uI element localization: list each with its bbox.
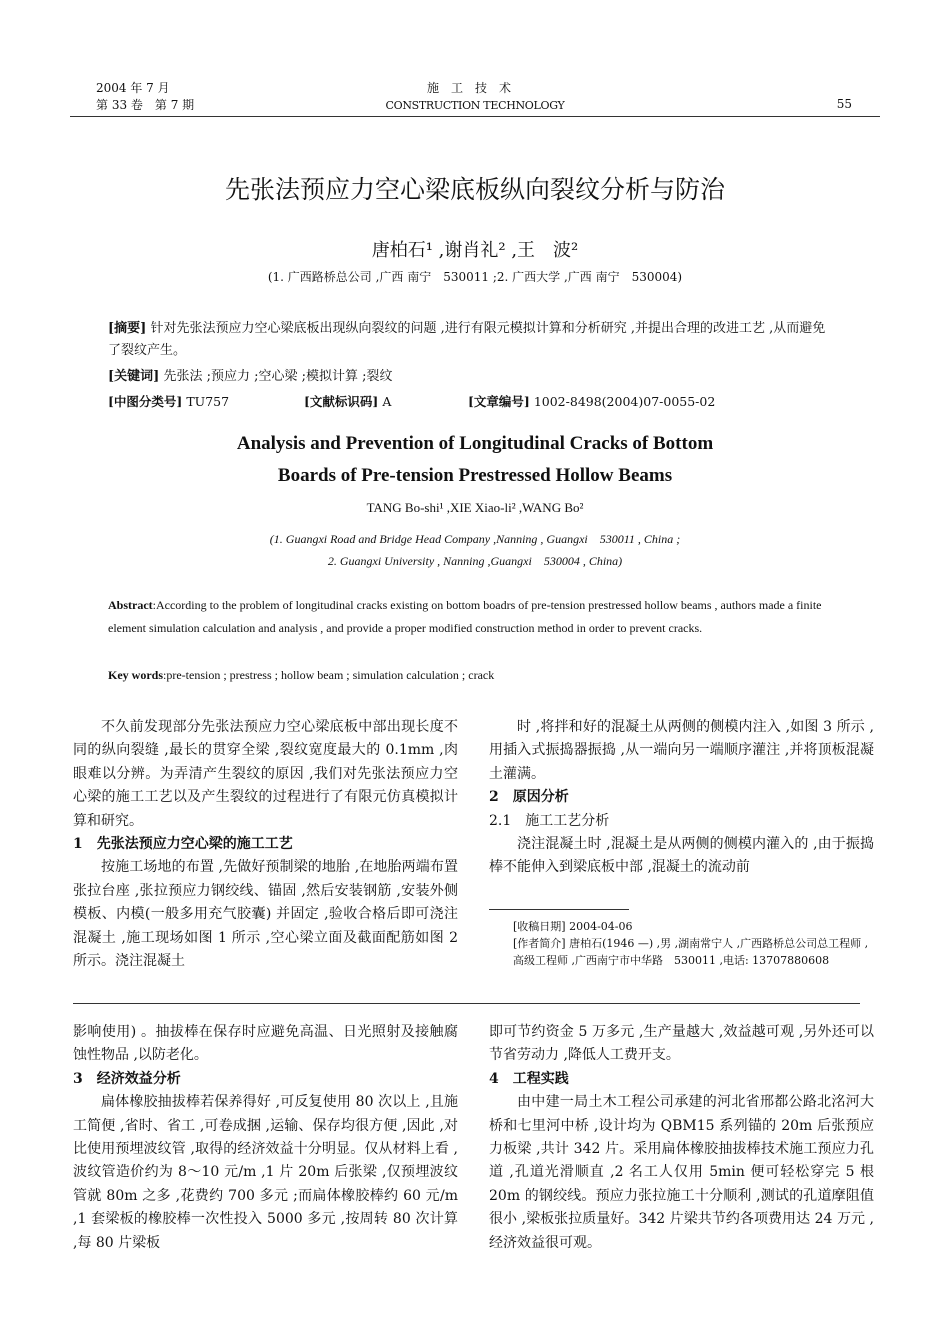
section-heading-4: 4 工程实践 xyxy=(489,1070,569,1087)
paragraph: 由中建一局土木工程公司承建的河北省邢都公路北洺河大桥和七里河中桥 ,设计均为 QBM15 系列锚的 20m 后张预应力板梁 ,共计 342 片。采用扁体橡胶抽拔棒技术施工预应力孔道 ,孔道光滑顺直 ,2 名工人仅用 5min 便可轻松穿完 5 根 20m 的钢绞线。预应力张拉施工十分顺利 ,测试的孔道摩阻值很小 ,梁板张拉质量好。342 片梁共节约各项费用达 24 万元 ,经济效益很可观。 xyxy=(489,1094,874,1251)
title-cn: 先张法预应力空心梁底板纵向裂纹分析与防治 xyxy=(224,175,725,204)
affiliation-en xyxy=(0,528,950,572)
paragraph: 不久前发现部分先张法预应力空心梁底板中部出现长度不同的纵向裂缝 ,最长的贯穿全梁 ,裂纹宽度最大的 0.1mm ,肉眼难以分辨。为弄清产生裂纹的原因 ,我们对先张法预应力空心梁的施工工艺以及产生裂纹的过程进行了有限元仿真模拟计算和研究。 xyxy=(73,719,458,829)
abstract-en-label: Abstract xyxy=(108,598,153,612)
keywords-cn-label: [关键词] xyxy=(108,369,160,384)
page-split-rule xyxy=(73,1003,860,1004)
article-number xyxy=(468,392,715,410)
header-journal xyxy=(380,80,570,114)
affiliation-cn: (1. 广西路桥总公司 ,广西 南宁 530011 ;2. 广西大学 ,广西 南宁 530004) xyxy=(267,270,683,284)
abstract-cn-label: [摘要] xyxy=(108,321,147,336)
page-number: 55 xyxy=(836,97,852,111)
keywords-cn-text: 先张法 ;预应力 ;空心梁 ;模拟计算 ;裂纹 xyxy=(163,369,393,384)
classification-label: [中图分类号] xyxy=(108,394,183,409)
keywords-cn xyxy=(108,366,838,388)
article-number-value: 1002-8498(2004)07-0055-02 xyxy=(533,394,716,409)
footnote-received: [收稿日期] 2004-04-06 xyxy=(513,920,633,933)
keywords-en-label: Key words xyxy=(108,668,163,682)
article-number-label: [文章编号] xyxy=(468,394,530,409)
footnote-rule xyxy=(489,909,629,910)
subsection-heading-2-1: 2.1 施工工艺分析 xyxy=(489,812,610,829)
doc-code-label: [文献标识码] xyxy=(304,394,379,409)
doc-code-value: A xyxy=(382,394,392,409)
authors-cn: 唐柏石¹ ,谢肖礼² ,王 波² xyxy=(371,240,579,261)
title-en xyxy=(0,428,950,492)
paragraph: 按施工场地的布置 ,先做好预制梁的地胎 ,在地胎两端布置张拉台座 ,张拉预应力钢绞线、锚固 ,然后安装钢筋 ,安装外侧模板、内模(一般多用充气胶囊) 并固定 ,验收合格后即可浇注混凝土 ,施工现场如图 1 所示 ,空心梁立面及截面配筋如图 2 所示。浇注混凝土 xyxy=(73,859,458,970)
title-en-line2: Boards of Pre-tension Prestressed Hollow Beams xyxy=(277,465,673,486)
keywords-en-text: :pre-tension ; prestress ; hollow beam ; simulation calculation ; crack xyxy=(163,668,495,682)
paragraph: 影响使用) 。抽拔棒在保存时应避免高温、日光照射及接触腐蚀性物品 ,以防老化。 xyxy=(73,1024,458,1064)
header-date: 2004 年 7 月 xyxy=(96,81,170,95)
abstract-cn xyxy=(108,318,838,362)
abstract-en-text: :According to the problem of longitudinal cracks existing on bottom boadrs of pre-tension prestressed hollow beams , authors made a finite element simulation calculation and analysis , and provide a proper modified construction method in order to prevent cracks. xyxy=(108,598,822,635)
title-en-line1: Analysis and Prevention of Longitudinal Cracks of Bottom xyxy=(236,433,714,454)
section-heading-3: 3 经济效益分析 xyxy=(73,1070,181,1087)
header-rule xyxy=(70,116,880,117)
affiliation-en-2: 2. Guangxi University , Nanning ,Guangxi 530004 , China) xyxy=(327,554,623,568)
body-column-4 xyxy=(489,1021,874,1255)
authors-en: TANG Bo-shi¹ ,XIE Xiao-li² ,WANG Bo² xyxy=(366,500,584,515)
paragraph: 扁体橡胶抽拔棒若保养得好 ,可反复使用 80 次以上 ,且施工简便 ,省时、省工 ,可卷成捆 ,运输、保存均很方便 ,因此 ,对比使用预埋波纹管 ,取得的经济效益十分明显。仅从材料上看 ,波纹管造价约为 8～10 元/m ,1 片 20m 后张梁 ,仅预埋波纹管就 80m 之多 ,花费约 700 多元 ;而扁体橡胶棒约 60 元/m ,1 套梁板的橡胶棒一次性投入 5000 多元 ,按周转 80 次计算 ,每 80 片梁板 xyxy=(73,1094,458,1251)
abstract-cn-text: 针对先张法预应力空心梁底板出现纵向裂纹的问题 ,进行有限元模拟计算和分析研究 ,并提出合理的改进工艺 ,从而避免了裂纹产生。 xyxy=(108,321,826,358)
paragraph: 即可节约资金 5 万多元 ,生产量越大 ,效益越可观 ,另外还可以节省劳动力 ,降低人工费开支。 xyxy=(489,1024,874,1064)
keywords-en xyxy=(108,668,838,683)
abstract-en xyxy=(108,594,838,640)
body-column-3 xyxy=(73,1021,458,1255)
journal-name-en: CONSTRUCTION TECHNOLOGY xyxy=(385,99,565,112)
body-column-1 xyxy=(73,716,458,973)
affiliation-en-1: (1. Guangxi Road and Bridge Head Company ,Nanning , Guangxi 530011 , China ; xyxy=(269,532,681,546)
footnote xyxy=(513,918,875,969)
section-heading-2: 2 原因分析 xyxy=(489,789,569,806)
journal-name-cn: 施工技术 xyxy=(426,81,523,95)
paragraph: 浇注混凝土时 ,混凝土是从两侧的侧模内灌入的 ,由于振捣棒不能伸入到梁底板中部 ,混凝土的流动前 xyxy=(489,836,874,876)
paragraph: 时 ,将拌和好的混凝土从两侧的侧模内注入 ,如图 3 所示 ,用插入式振捣器振捣 ,从一端向另一端顺序灌注 ,并将顶板混凝土灌满。 xyxy=(489,719,874,782)
classification xyxy=(108,392,229,410)
header-volume: 第 33 卷 第 7 期 xyxy=(96,98,195,112)
doc-code xyxy=(304,392,391,410)
classification-value: TU757 xyxy=(186,394,230,409)
footnote-author: [作者简介] 唐柏石(1946 —) ,男 ,湖南常宁人 ,广西路桥总公司总工程师 ,高级工程师 ,广西南宁市中华路 530011 ,电话: 13707880608 xyxy=(513,937,869,967)
header-date-volume xyxy=(96,80,194,114)
body-column-2 xyxy=(489,716,874,880)
section-heading-1: 1 先张法预应力空心梁的施工工艺 xyxy=(73,836,293,853)
